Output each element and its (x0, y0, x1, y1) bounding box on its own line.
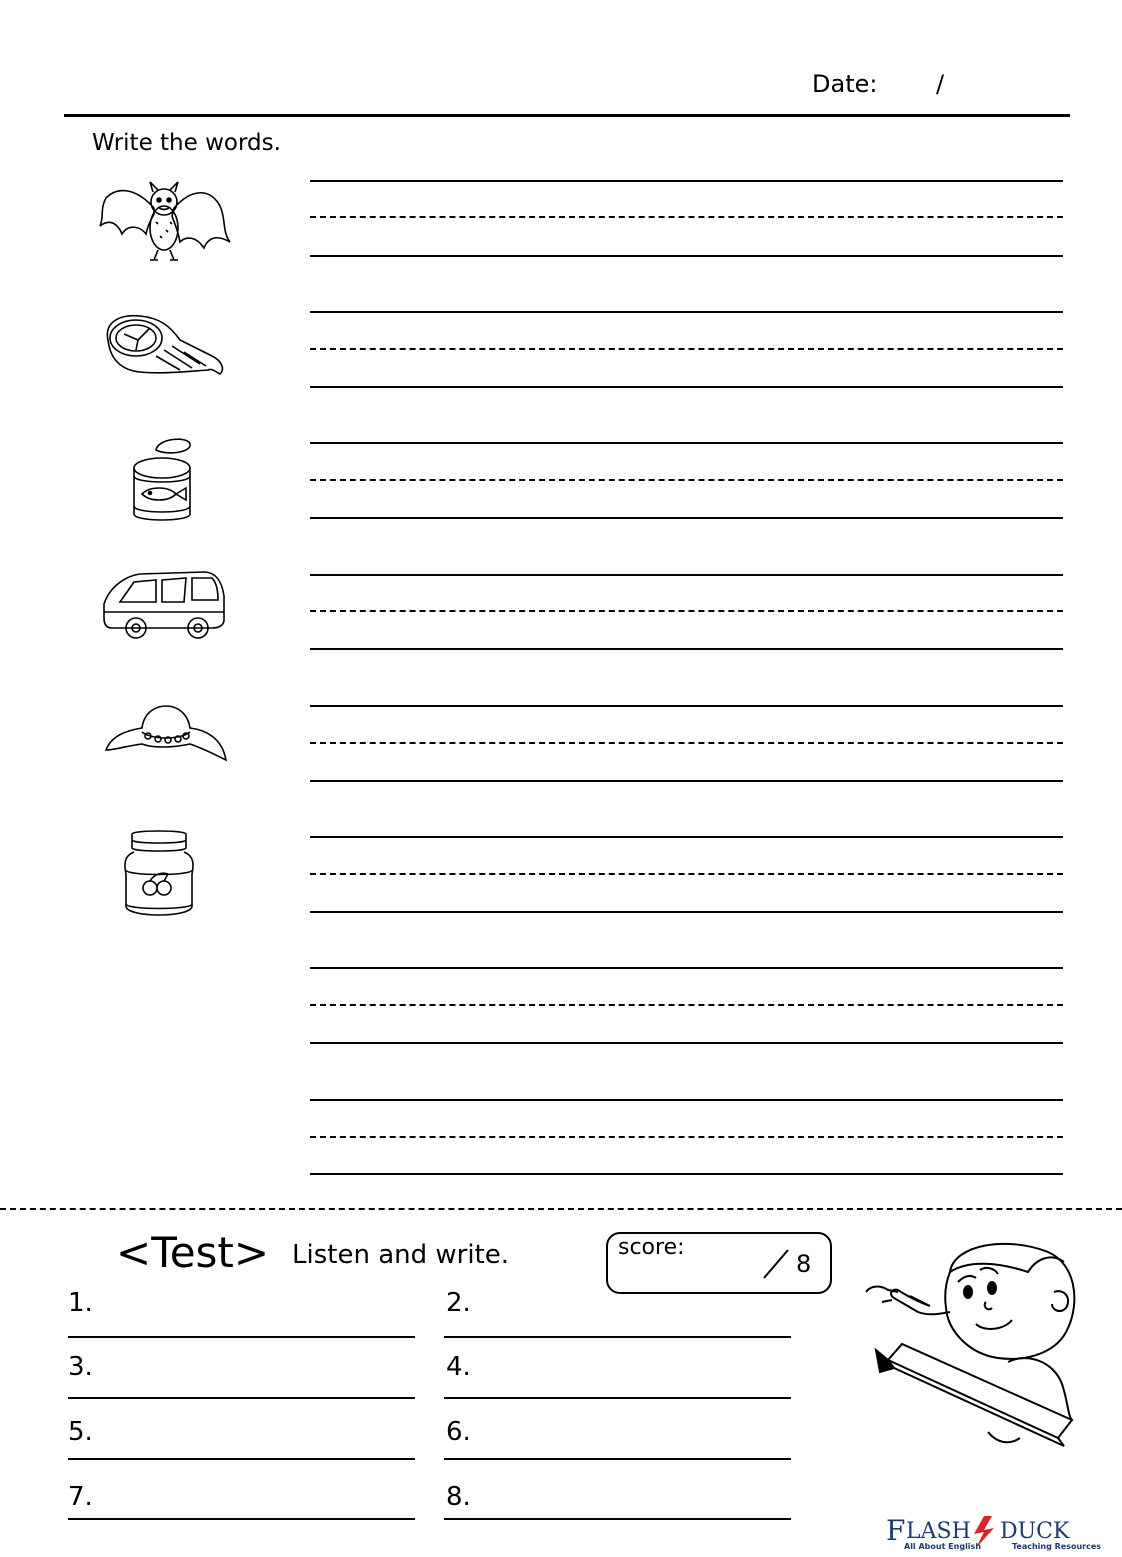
answer-line-3[interactable] (68, 1397, 415, 1399)
top-line (310, 705, 1063, 707)
top-line (310, 180, 1063, 182)
van-picture-icon (100, 568, 228, 642)
test-instruction: Listen and write. (292, 1240, 510, 1270)
answer-line-8[interactable] (444, 1518, 791, 1520)
base-line (310, 255, 1063, 257)
top-line (310, 836, 1063, 838)
answer-number: 3. (68, 1352, 93, 1382)
top-line (310, 442, 1063, 444)
answer-number: 7. (68, 1482, 93, 1512)
mid-line (310, 216, 1063, 218)
mid-line (310, 1004, 1063, 1006)
answer-number: 4. (446, 1352, 471, 1382)
answer-line-2[interactable] (444, 1336, 791, 1338)
mid-line (310, 610, 1063, 612)
bat-picture-icon (96, 178, 232, 266)
answer-line-1[interactable] (68, 1336, 415, 1338)
top-line (310, 574, 1063, 576)
test-title: <Test> (116, 1228, 270, 1277)
logo-initial: F (886, 1514, 906, 1547)
boy-pencil-illustration-icon (858, 1232, 1094, 1464)
logo-text-right: DUCK (1000, 1519, 1070, 1544)
answer-number: 6. (446, 1417, 471, 1447)
header-rule (64, 114, 1070, 117)
mid-line (310, 348, 1063, 350)
answer-line-6[interactable] (444, 1458, 791, 1460)
base-line (310, 386, 1063, 388)
date-label: Date: (812, 70, 878, 98)
worksheet-instruction: Write the words. (92, 130, 281, 156)
answer-number: 5. (68, 1417, 93, 1447)
logo-tagline-right: Teaching Resources (1012, 1542, 1102, 1551)
hat-picture-icon (102, 700, 230, 770)
jam-picture-icon (120, 828, 198, 920)
cut-line (0, 1208, 1122, 1210)
score-label: score: (618, 1235, 685, 1260)
mid-line (310, 479, 1063, 481)
base-line (310, 911, 1063, 913)
base-line (310, 648, 1063, 650)
answer-line-5[interactable] (68, 1458, 415, 1460)
date-separator: / (936, 70, 945, 98)
flash-duck-logo (884, 1512, 1114, 1552)
top-line (310, 967, 1063, 969)
answer-line-4[interactable] (444, 1397, 791, 1399)
mid-line (310, 1136, 1063, 1138)
answer-number: 1. (68, 1288, 93, 1318)
answer-number: 2. (446, 1288, 471, 1318)
answer-number: 8. (446, 1482, 471, 1512)
mid-line (310, 873, 1063, 875)
top-line (310, 1099, 1063, 1101)
base-line (310, 1042, 1063, 1044)
base-line (310, 517, 1063, 519)
logo-tagline-left: All About English (904, 1542, 982, 1551)
score-total: 8 (796, 1250, 812, 1278)
base-line (310, 1173, 1063, 1175)
top-line (310, 311, 1063, 313)
score-slash-icon (760, 1248, 792, 1280)
mid-line (310, 742, 1063, 744)
logo-text-left: LASH (906, 1519, 971, 1544)
can-picture-icon (128, 434, 196, 524)
ham-picture-icon (100, 310, 230, 380)
answer-line-7[interactable] (68, 1518, 415, 1520)
base-line (310, 780, 1063, 782)
